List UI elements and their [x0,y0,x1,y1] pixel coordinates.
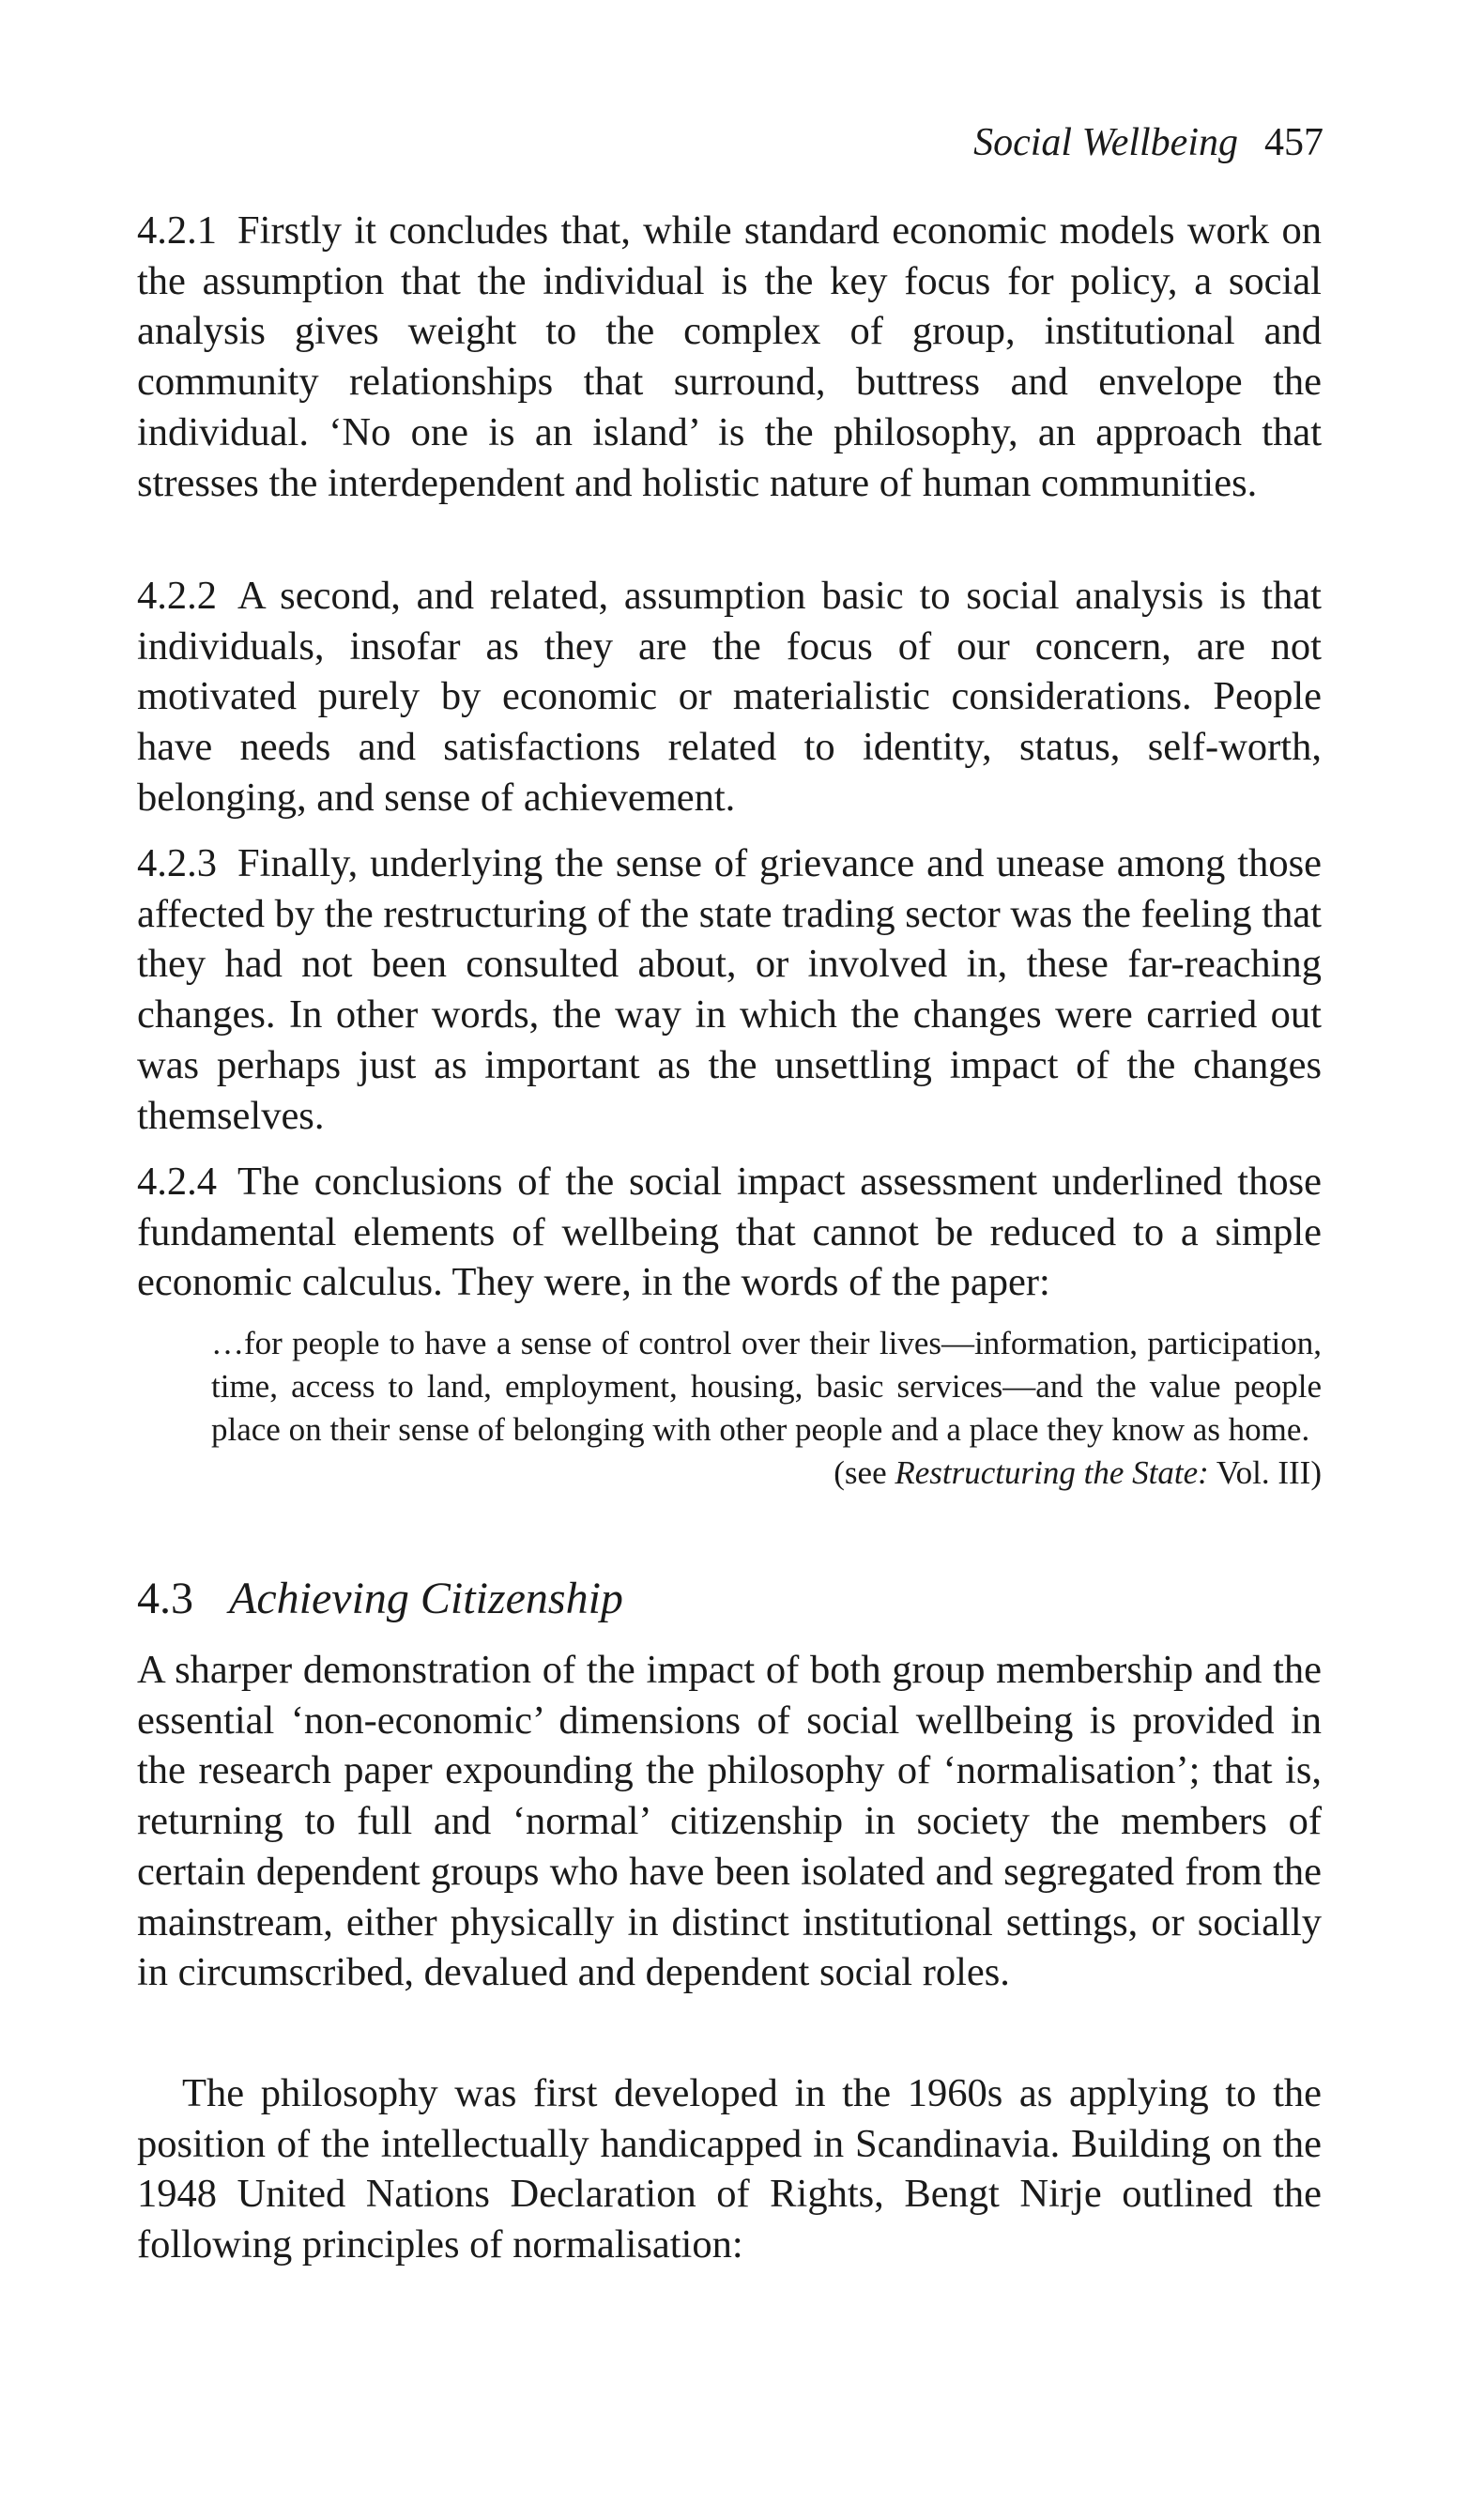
paragraph-text: Finally, underlying the sense of grievance and unease among those affected by the restructuring of the state trading sector was the feeling that they had not been consulted about, or involved in, these far-reaching changes. In other words, the way in which the changes were carried out was perhaps just as important as the unsettling impact of the changes themselves. [137,841,1322,1138]
body-paragraph-1 [137,1645,1322,1998]
paragraph-number: 4.2.4 [137,1160,217,1204]
paragraph-4-2-4 [137,1157,1322,1308]
running-head-title: Social Wellbeing [973,121,1238,164]
section-heading [137,1570,623,1628]
quote-text: …for people to have a sense of control over their lives—information, participation, time, access to land, employment, housing, basic services—and the value people place on their sense of belonging with other people and a place they know as home. [211,1325,1322,1448]
paragraph-number: 4.2.3 [137,841,217,885]
paragraph-4-2-3 [137,838,1322,1141]
paragraph-4-2-1 [137,206,1322,508]
section-title: Achieving Citizenship [229,1574,623,1623]
paragraph-number: 4.2.2 [137,574,217,618]
paragraph-number: 4.2.1 [137,208,217,253]
body-text: A sharper demonstration of the impact of both group membership and the essential ‘non-economic’ dimensions of social wellbeing is provided in the research paper expounding the philosophy of ‘normalisation’; that is, returning to full and ‘normal’ citizenship in society the members of certain dependent groups who have been isolated and segregated from the mainstream, either physically in distinct institutional settings, or socially in circumscribed, devalued and dependent social roles. [137,1648,1322,1995]
paragraph-text: Firstly it concludes that, while standard economic models work on the assumption that the individual is the key focus for policy, a social analysis gives weight to the complex of group, institutional and community relationships that surround, buttress and envelope the individual. ‘No one is an island’ is the philosophy, an approach that stresses the interdependent and holistic nature of human communities. [137,208,1322,505]
body-paragraph-2 [137,2068,1322,2270]
paragraph-4-2-2 [137,571,1322,823]
running-head [137,115,1323,171]
page-number: 457 [1264,121,1323,164]
citation-prefix: (see [834,1454,895,1491]
citation-suffix: Vol. III) [1208,1454,1322,1491]
section-number: 4.3 [137,1574,193,1623]
paragraph-text: A second, and related, assumption basic to social analysis is that individuals, insofar as they are the focus of our concern, are not motivated purely by economic or materialistic considerations. People have needs and satisfactions related to identity, status, self-worth, belonging, and sense of achievement. [137,574,1322,820]
body-text: The philosophy was first developed in the 1960s as applying to the position of the intellectually handicapped in Scandinavia. Building on the 1948 United Nations Declaration of Rights, Bengt Nirje outlined the following principles of normalisation: [137,2071,1322,2267]
citation-title: Restructuring the State: [895,1454,1209,1491]
paragraph-text: The conclusions of the social impact assessment underlined those fundamental elements of wellbeing that cannot be reduced to a simple economic calculus. They were, in the words of the paper: [137,1160,1322,1305]
block-quote [211,1322,1322,1495]
quote-citation [834,1452,1322,1495]
